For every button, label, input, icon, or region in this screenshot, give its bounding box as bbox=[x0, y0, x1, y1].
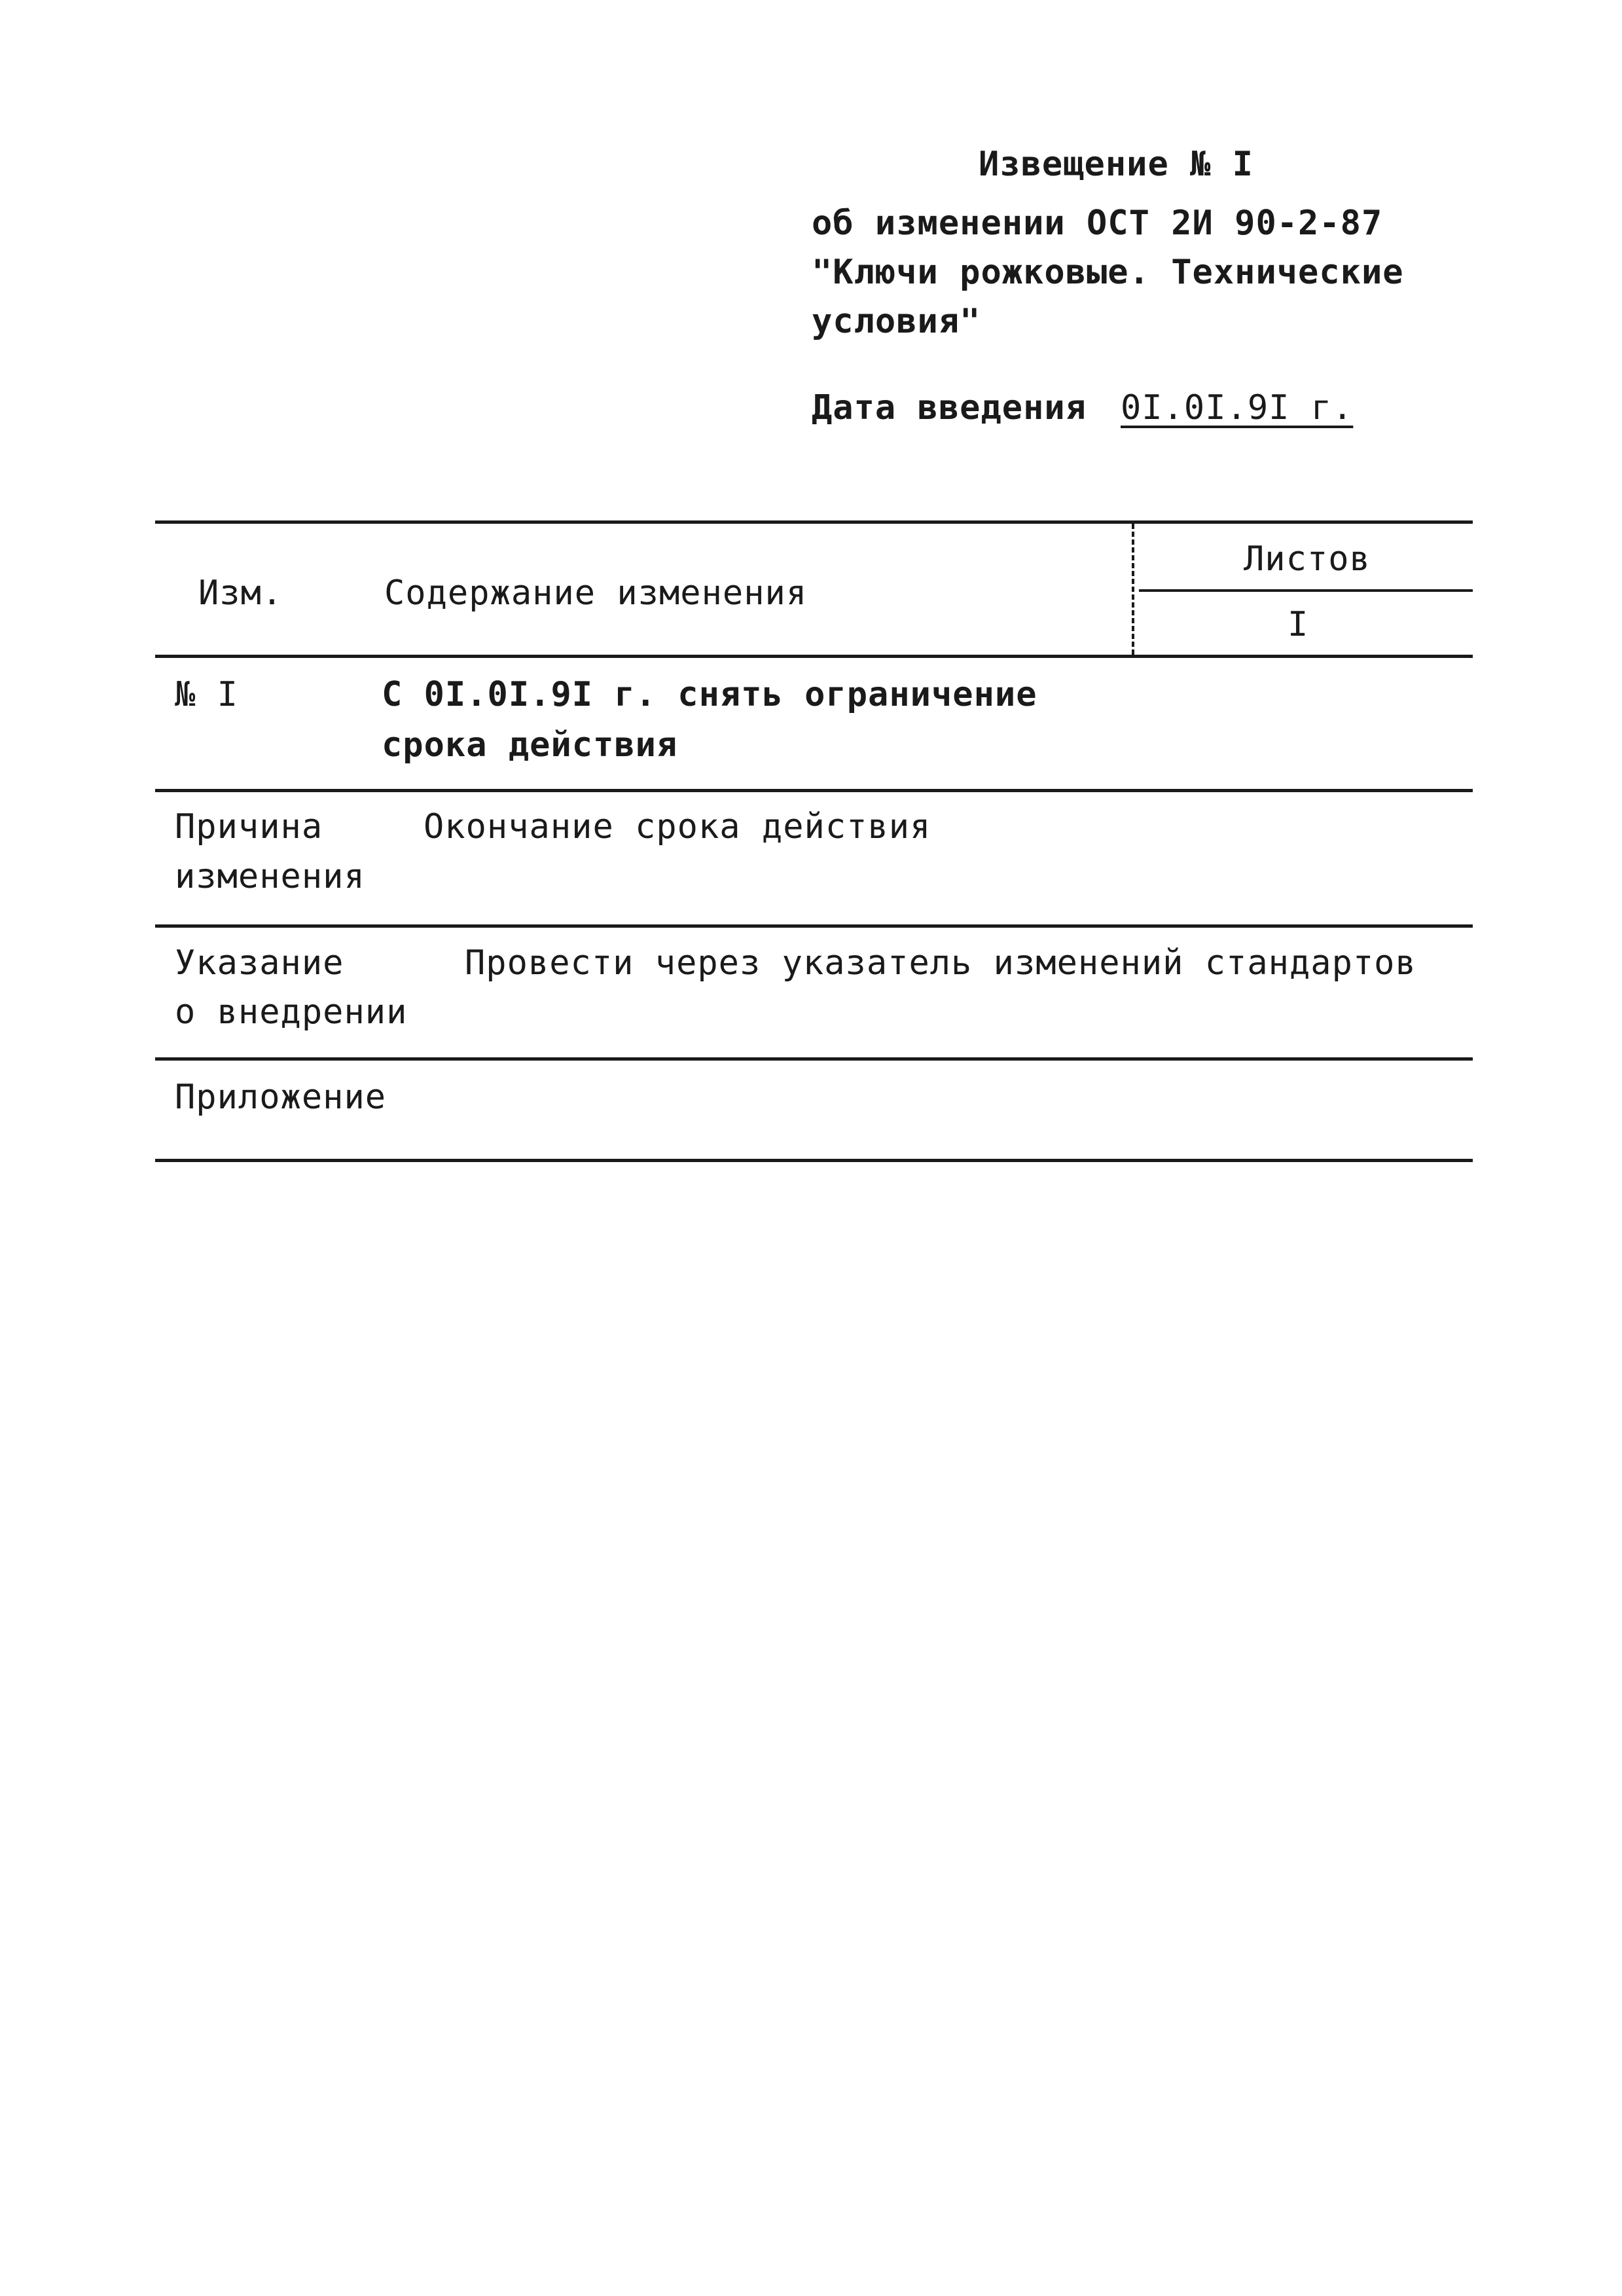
sheets-header-divider bbox=[1139, 589, 1473, 592]
standard-name-line-1: "Ключи рожковые. Технические bbox=[812, 253, 1404, 292]
sheets-count: I bbox=[1288, 605, 1309, 644]
column-header-sheets: Листов bbox=[1244, 539, 1371, 579]
instruction-label-line-2: о внедрении bbox=[175, 993, 408, 1032]
change-number: № I bbox=[175, 675, 238, 714]
effective-date-label: Дата введения bbox=[812, 388, 1087, 428]
change-text-line-2: срока действия bbox=[382, 725, 678, 765]
sheets-column-divider bbox=[1132, 524, 1134, 655]
reason-label-line-1: Причина bbox=[175, 807, 323, 847]
column-header-content: Содержание изменения bbox=[384, 574, 808, 613]
instruction-value: Провести через указатель изменений стандартов bbox=[465, 943, 1416, 983]
subject-line: об изменении ОСТ 2И 90-2-87 bbox=[812, 204, 1383, 243]
instruction-label-line-1: Указание bbox=[175, 943, 344, 983]
attachment-label: Приложение bbox=[175, 1078, 387, 1117]
effective-date-value: 0I.0I.9I г. bbox=[1121, 388, 1354, 428]
instruction-row-bottom-border bbox=[155, 1057, 1473, 1061]
table-header-bottom-border bbox=[155, 655, 1473, 658]
reason-label-line-2: изменения bbox=[175, 857, 365, 896]
reason-value: Окончание срока действия bbox=[424, 807, 931, 847]
change-text-line-1: С 0I.0I.9I г. снять ограничение bbox=[382, 675, 1037, 714]
reason-row-bottom-border bbox=[155, 924, 1473, 928]
notice-title: Извещение № I bbox=[979, 145, 1253, 184]
change-row-bottom-border bbox=[155, 789, 1473, 792]
table-top-border bbox=[155, 520, 1473, 524]
standard-name-line-2: условия" bbox=[812, 302, 981, 341]
table-bottom-border bbox=[155, 1159, 1473, 1162]
column-header-change: Изм. bbox=[198, 574, 283, 613]
